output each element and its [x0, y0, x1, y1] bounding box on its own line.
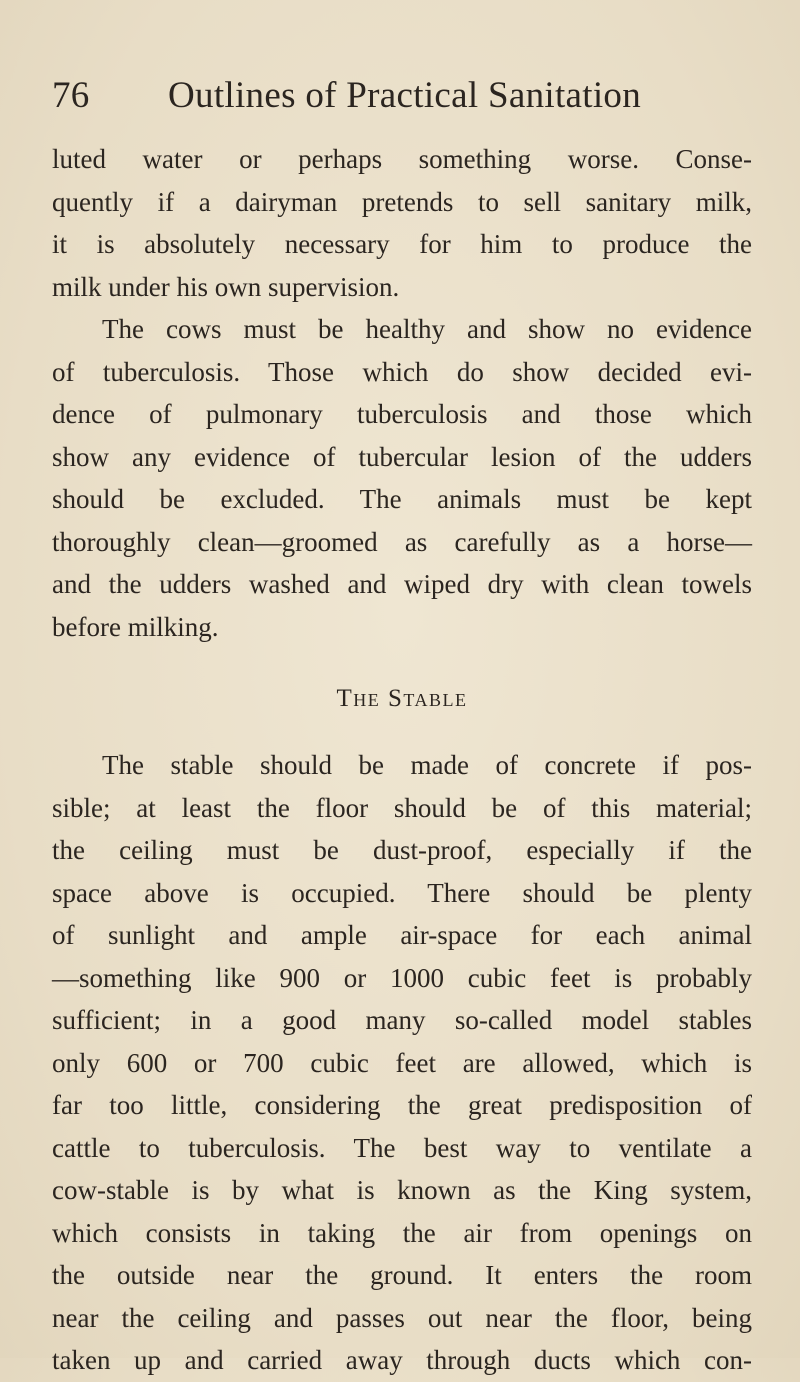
text-line: far too little, considering the great predisposition of: [52, 1090, 752, 1120]
text-line: the ceiling must be dust-proof, especially if the: [52, 835, 752, 865]
text-line: cow-stable is by what is known as the King system,: [52, 1175, 752, 1205]
text-line: The cows must be healthy and show no evidence: [102, 314, 752, 344]
text-line: of sunlight and ample air-space for each animal: [52, 920, 752, 950]
text-line: space above is occupied. There should be plenty: [52, 877, 752, 908]
text-line: the outside near the ground. It enters the room: [52, 1260, 752, 1290]
text-line: should be excluded. The animals must be kept: [52, 484, 752, 514]
paragraph-cows: [52, 308, 752, 648]
text-line: thoroughly clean—groomed as carefully as a horse—: [52, 526, 752, 557]
running-head: [52, 66, 752, 126]
text-line: near the ceiling and passes out near the floor, being: [52, 1302, 752, 1333]
text-line: —something like 900 or 1000 cubic feet is probably: [52, 962, 752, 993]
text-line: show any evidence of tubercular lesion of the udders: [52, 441, 752, 472]
text-line: dence of pulmonary tuberculosis and those which: [52, 399, 752, 429]
text-line: The stable should be made of concrete if pos-: [102, 750, 752, 780]
text-line: sible; at least the floor should be of this material;: [52, 792, 752, 823]
text-line: which consists in taking the air from openings on: [52, 1217, 752, 1248]
text-line: milk under his own supervision.: [52, 271, 400, 302]
section-heading: The Stable: [336, 685, 468, 712]
text-line: of tuberculosis. Those which do show decided evi-: [52, 356, 752, 387]
paragraph-continued: [52, 138, 752, 308]
text-line: sufficient; in a good many so-called model stables: [52, 1005, 752, 1035]
page-number: 76: [52, 75, 90, 116]
text-line: cattle to tuberculosis. The best way to ventilate a: [52, 1132, 752, 1163]
text-line: quently if a dairyman pretends to sell sanitary milk,: [52, 186, 752, 217]
text-line: and the udders washed and wiped dry with clean towels: [52, 569, 752, 599]
body-text: [52, 138, 752, 1382]
text-line: it is absolutely necessary for him to produce the: [52, 229, 752, 259]
text-line: luted water or perhaps something worse. Conse-: [52, 144, 752, 174]
text-line: before milking.: [52, 611, 219, 642]
running-title: Outlines of Practical Sanitation: [168, 75, 642, 116]
text-line: only 600 or 700 cubic feet are allowed, which is: [52, 1047, 752, 1078]
text-line: taken up and carried away through ducts which con-: [52, 1345, 752, 1375]
paragraph-stable: [52, 744, 752, 1382]
